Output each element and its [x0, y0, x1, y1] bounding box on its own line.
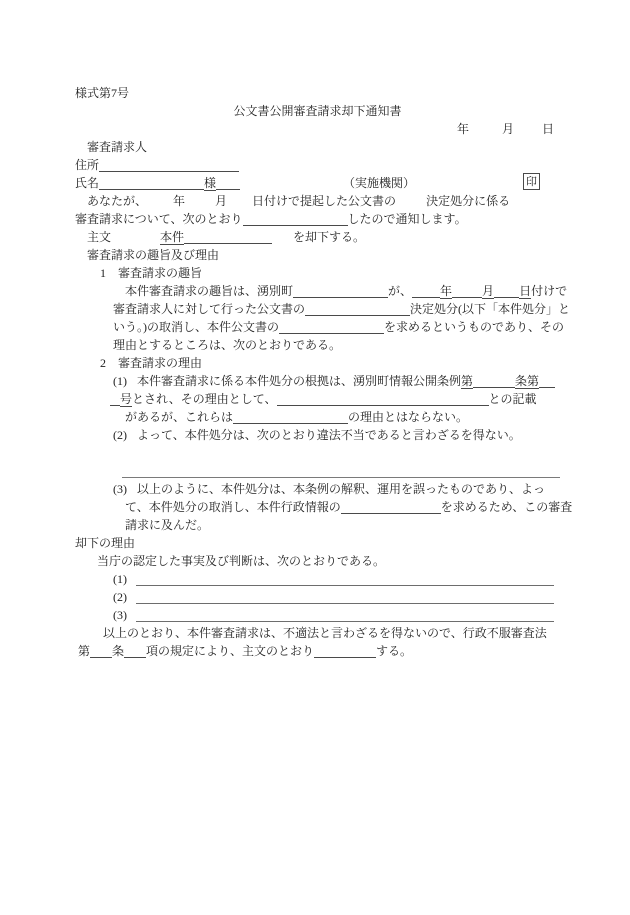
name-label: 氏名: [75, 176, 100, 190]
section-1-paragraph-line-1: [125, 282, 568, 300]
reasons-heading: 審査請求の趣旨及び理由: [87, 248, 220, 262]
day-label: 日: [519, 284, 532, 298]
blank-field: [279, 318, 384, 334]
body-text: 本件審査請求に係る本件処分の根拠は、湧別町情報公開条例: [137, 374, 462, 388]
section-2-heading: 審査請求の理由: [118, 356, 203, 370]
finding-1-number: (1): [113, 572, 127, 586]
closing-line-1: 以上のとおり、本件審査請求は、不適法と言わざるを得ないので、行政不服審査法: [103, 626, 547, 640]
body-text: を求めるため、この審査: [440, 500, 573, 514]
finding-2-line: [113, 588, 560, 606]
body-text: とされ、その理由として、: [132, 392, 277, 406]
item-1-line-1: [113, 372, 560, 390]
divider-row: [75, 462, 560, 480]
blank-field: [473, 372, 515, 388]
blank-field: [539, 372, 555, 388]
intro-line-1: [87, 192, 560, 210]
closing-blank-field: [314, 642, 376, 658]
intro-text: 決定処分に係る: [426, 194, 511, 208]
body-text: 決定処分(以下「本件処分」と: [410, 302, 571, 316]
body-text: 審査請求人に対して行った公文書の: [113, 302, 306, 316]
claimant-heading: 審査請求人: [87, 140, 148, 154]
blank-field: [277, 390, 489, 406]
address-blank-field: [99, 156, 239, 172]
item-2-number: (2): [113, 428, 127, 442]
body-text-underlined: 条第: [515, 374, 540, 388]
main-text-line: [87, 228, 560, 246]
section-2-heading-line: [100, 354, 560, 372]
body-text: 付けで: [531, 284, 568, 298]
body-text: の理由とはならない。: [348, 410, 469, 424]
form-number: 様式第7号: [75, 86, 130, 100]
dismissal-intro: 当庁の認定した事実及び判断は、次のとおりである。: [97, 554, 386, 568]
blank-field: [412, 282, 440, 298]
finding-3-line: [113, 606, 560, 624]
agency-label: （実施機関）: [343, 176, 416, 190]
closing-line-2: [78, 642, 560, 660]
section-1-heading-line: [100, 264, 560, 282]
address-line: [75, 156, 560, 174]
section-2-number: 2: [100, 356, 106, 370]
main-text-label: 主文: [87, 230, 112, 244]
section-1-paragraph-line-3: [113, 318, 565, 336]
blank-field: [494, 282, 519, 298]
body-text: を求めるというものであり、その: [384, 320, 565, 334]
name-blank-field-tail: [216, 174, 240, 190]
main-blank-field: [184, 228, 272, 244]
dismissal-heading: 却下の理由: [75, 536, 136, 550]
body-text: 第: [78, 644, 91, 658]
blank-field: [233, 408, 348, 424]
body-text: する。: [376, 644, 413, 658]
item-3-number: (3): [113, 482, 127, 496]
finding-3-number: (3): [113, 608, 127, 622]
intro-line-2: [75, 210, 560, 228]
honorific-label: 様: [204, 176, 217, 190]
date-month-label: 月: [501, 122, 514, 136]
body-text-underlined: 第: [461, 374, 474, 388]
address-label: 住所: [75, 158, 100, 172]
body-text: があるが、これらは: [125, 410, 234, 424]
body-text: 条: [112, 644, 125, 658]
seal-stamp-box: 印: [523, 173, 540, 190]
name-blank-field: [99, 174, 204, 190]
intro-text: 日付けで提起した公文書の: [252, 194, 397, 208]
item-1-number: (1): [113, 374, 127, 388]
body-text: が、: [388, 284, 413, 298]
paragraph-blank-field: [124, 642, 146, 658]
blank-field: [293, 282, 388, 298]
body-text: との記載: [488, 392, 537, 406]
body-text: よって、本件処分は、次のとおり違法不当であると言わざるを得ない。: [137, 428, 521, 442]
intro-text: 審査請求について、次のとおり: [75, 212, 243, 226]
divider-line: [122, 463, 560, 478]
item-3-line-1: [113, 480, 560, 498]
month-label: 月: [482, 284, 495, 298]
date-year-label: 年: [456, 122, 469, 136]
finding-1-blank-field: [136, 570, 554, 586]
main-suffix: を却下する。: [293, 230, 366, 244]
intro-month-label: 月: [215, 194, 228, 208]
document-title: 公文書公開審査請求却下通知書: [233, 104, 402, 118]
section-1-paragraph-line-2: [113, 300, 571, 318]
finding-2-number: (2): [113, 590, 127, 604]
blank-field: [110, 390, 120, 406]
main-subject: 本件: [160, 230, 185, 244]
blank-field: [305, 300, 410, 316]
body-text: て、本件処分の取消し、本件行政情報の: [125, 500, 341, 514]
item-2-line: [113, 426, 560, 444]
item-3-line-2: [125, 498, 573, 516]
item-1-line-3: [125, 408, 560, 426]
item-3-line-3: 請求に及んだ。: [125, 518, 210, 532]
finding-3-blank-field: [136, 606, 554, 622]
body-text-underlined: 号: [120, 392, 133, 406]
finding-1-line: [113, 570, 560, 588]
body-text: 以上のように、本件処分は、本条例の解釈、運用を誤ったものであり、よっ: [137, 482, 546, 496]
section-1-number: 1: [100, 266, 106, 280]
date-day-label: 日: [541, 122, 554, 136]
body-text: 本件審査請求の趣旨は、湧別町: [125, 284, 294, 298]
article-blank-field: [90, 642, 112, 658]
intro-year-label: 年: [173, 194, 186, 208]
name-line: [75, 174, 560, 192]
intro-text: したので通知します。: [347, 212, 467, 226]
date-line: [75, 120, 560, 138]
empty-line: [75, 444, 560, 462]
year-label: 年: [440, 284, 453, 298]
blank-field: [452, 282, 482, 298]
finding-2-blank-field: [136, 588, 554, 604]
item-1-line-2: [110, 390, 560, 408]
intro-text: あなたが、: [87, 194, 148, 208]
section-1-paragraph-line-4: 理由とするところは、次のとおりである。: [113, 338, 342, 352]
notice-blank-field: [243, 210, 348, 226]
blank-field: [341, 498, 441, 514]
body-text: いう。)の取消し、本件公文書の: [113, 320, 279, 334]
section-1-heading: 審査請求の趣旨: [118, 266, 203, 280]
body-text: 項の規定により、主文のとおり: [146, 644, 315, 658]
